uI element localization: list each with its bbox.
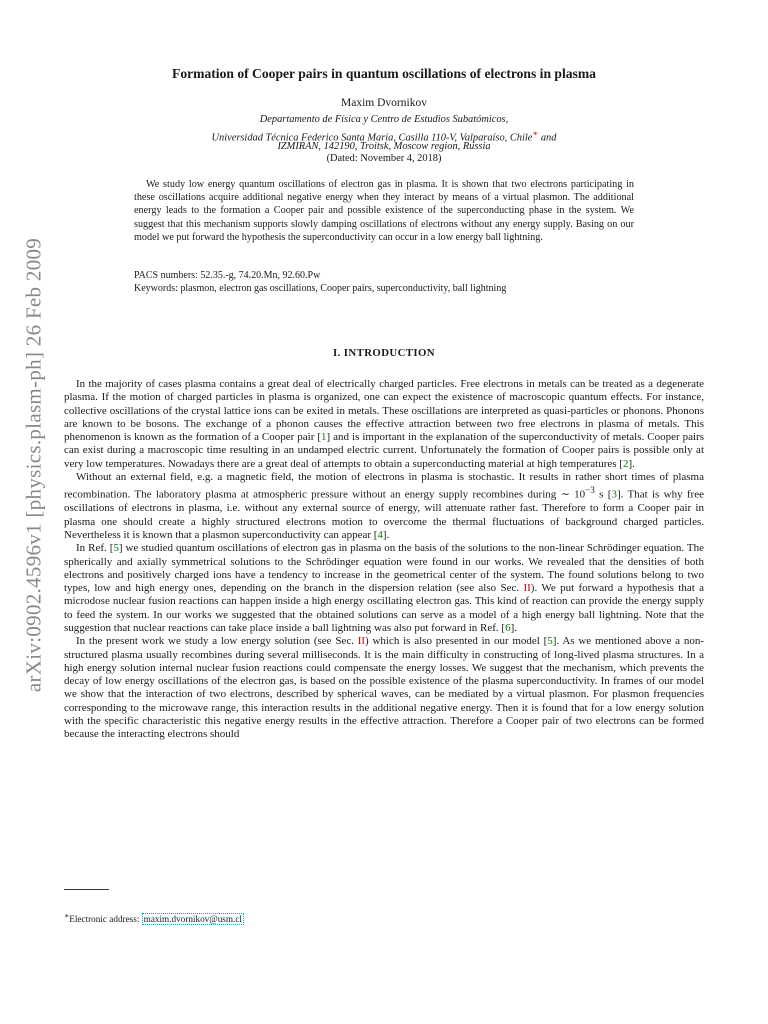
paper-title: Formation of Cooper pairs in quantum oscillations of electrons in plasma <box>172 66 596 81</box>
introduction-body <box>64 378 704 742</box>
citation-link[interactable]: 3 <box>611 489 617 502</box>
citation-link[interactable]: 6 <box>505 622 511 634</box>
body-text-run: ]. <box>382 528 390 541</box>
footnote-marker: ∗ <box>64 911 70 920</box>
citation-link[interactable]: 5 <box>113 542 119 555</box>
email-link[interactable]: maxim.dvornikov@usm.cl <box>143 914 242 925</box>
body-text-run: ]. <box>628 457 635 470</box>
exponent: −3 <box>585 485 595 496</box>
affiliation-line-2-text: Universidad Técnica Federico Santa María, Casilla 110-V, Valparaíso, Chile <box>211 132 533 144</box>
body-paragraph <box>64 635 704 741</box>
pacs-numbers: PACS numbers: 52.35.-g, 74.20.Mn, 92.60.Pw <box>134 270 321 281</box>
footnote-label: Electronic address: <box>69 914 142 925</box>
citation-link[interactable]: 1 <box>321 431 327 444</box>
body-text-run: s [ <box>594 489 612 502</box>
body-paragraph <box>64 471 704 542</box>
body-paragraph <box>64 378 704 471</box>
footnote <box>64 911 244 924</box>
author-name: Maxim Dvornikov <box>341 97 427 109</box>
body-text-run: In the present work we study a low energy solution (see Sec. <box>76 635 358 648</box>
footnote-rule <box>64 889 109 890</box>
citation-link[interactable]: 2 <box>622 457 629 470</box>
section-ref-link[interactable]: II <box>357 635 366 648</box>
body-text-run: ] and is important in the explanation of the superconductivity of metals. Cooper pairs can exist during a macroscopic time resulting in an undamped electric current. Unfortunately the formation of Cooper pairs is possible only at very low temperatures. Nowadays there are a great deal of attempts to obtain a superconducting material at high temperatures [ <box>64 431 704 470</box>
arxiv-identifier-stamp[interactable] <box>20 200 48 730</box>
date-line: (Dated: November 4, 2018) <box>326 153 442 164</box>
abstract: We study low energy quantum oscillations of electron gas in plasma. It is shown that two electrons participating in these oscillations acquire additional negative energy when they interact by means of a virtual plasmon. The additional energy leads to the formation a Cooper pair and possible existence of the superconducting phase in the system. We suggest that this mechanism supports slowly damping oscillations of electrons without any energy supply. Basing on our model we put forward the hypothesis the superconductivity can occur in a low energy ball lightning. <box>134 179 634 243</box>
citation-link[interactable]: 5 <box>547 635 553 648</box>
citation-link[interactable]: 4 <box>377 528 383 541</box>
body-text-run: ). We put forward a hypothesis that a microdose nuclear fusion reactions can happen inside a high energy oscillating electron gas. This kind of reaction can provide the energy supply to feed the system. In our works we suggested that the obtained solutions can serve as a model of a high energy ball lightning. Note that the suggestion that nuclear reactions can take place inside a ball lightning was also put forward in Ref. [ <box>64 582 704 634</box>
body-paragraph <box>64 542 704 635</box>
affiliation-line-3: IZMIRAN, 142190, Troitsk, Moscow region, Russia <box>277 141 491 152</box>
section-heading-introduction: I. INTRODUCTION <box>333 347 435 359</box>
author-footnote-marker[interactable]: ∗ <box>532 128 539 138</box>
keywords: Keywords: plasmon, electron gas oscillations, Cooper pairs, superconductivity, ball lightning <box>134 283 507 294</box>
affiliation-line-1: Departamento de Física y Centro de Estudios Subatómicos, <box>259 114 509 125</box>
body-text-run: Without an external field, e.g. a magnetic field, the motion of electrons in plasma is stochastic. It results in rather short times of plasma recombination. The laboratory plasma at atmospheric pressure without an energy supply recombines during ∼ 10 <box>64 471 704 502</box>
section-ref-link[interactable]: II <box>523 582 531 595</box>
body-text-run: In Ref. [ <box>76 542 114 555</box>
body-text-run: ]. <box>510 622 518 634</box>
body-text-run: ]. As we mentioned above a non-structured plasma usually recombines during several milliseconds. It is the main difficulty in constructing of long-lived plasma structures. In a high energy solution internal nuclear fusion reactions could compensate the energy losses. We suggest that the mechanism, which prevents the decay of low energy oscillations of the electron gas, is based on the possible existence of the plasma superconductivity. In frames of our model we show that the interaction of two electrons, described by spherical waves, can be mediated by a virtual plasmon. For plasmon frequencies corresponding to the microwave range, this interaction results in the additional negative energy. Then it is found that for a low energy solution with the specific characteristic this negative energy results in the effective attraction. Therefore a Cooper pair of two electrons can be formed because the interacting electrons should <box>64 635 704 741</box>
body-text-run: ) which is also presented in our model [ <box>365 635 548 648</box>
body-text-run: In the majority of cases plasma contains a great deal of electrically charged particles. Free electrons in metals can be treated as a degenerate plasma. If the motion of charged particles in plasma is organized, one can expect the existence of macroscopic quantum effects. For instance, collective oscillations of the crystal lattice ions can be exited in metals. These oscillations are interpreted as quasi-particles or phonons. Phonons are known to be bosons. The exchange of a phonon causes the effective attraction between two free electrons in plasma of metals. This phenomenon is known as the formation of a Cooper pair [ <box>64 378 704 444</box>
body-text-run: ] we studied quantum oscillations of electron gas in plasma on the basis of the solutions to the non-linear Schrödinger equation. The spherically and axially symmetrical solutions to the Schrödinger equation were found in our works. We revealed that the densities of both electrons and positively charged ions have a tendency to increase in the geometrical center of the system. The found solutions belong to two types, low and high energy ones, depending on the branch in the dispersion relation (see also Sec. <box>64 542 704 595</box>
affiliation-line-2-end: and <box>538 132 557 144</box>
arxiv-identifier-text: arXiv:0902.4596v1 [physics.plasm-ph] 26 Feb 2009 <box>21 237 46 693</box>
body-text-run: ]. That is why free oscillations of electrons in plasma, i.e. without any external source of energy, will attenuate rather fast. Therefore to form a Cooper pair in plasma one should create a highly structured electrons motion to overcome the thermal fluctuations of background charged particles. Nevertheless it is known that a plasmon superconductivity can appear [ <box>64 489 704 541</box>
